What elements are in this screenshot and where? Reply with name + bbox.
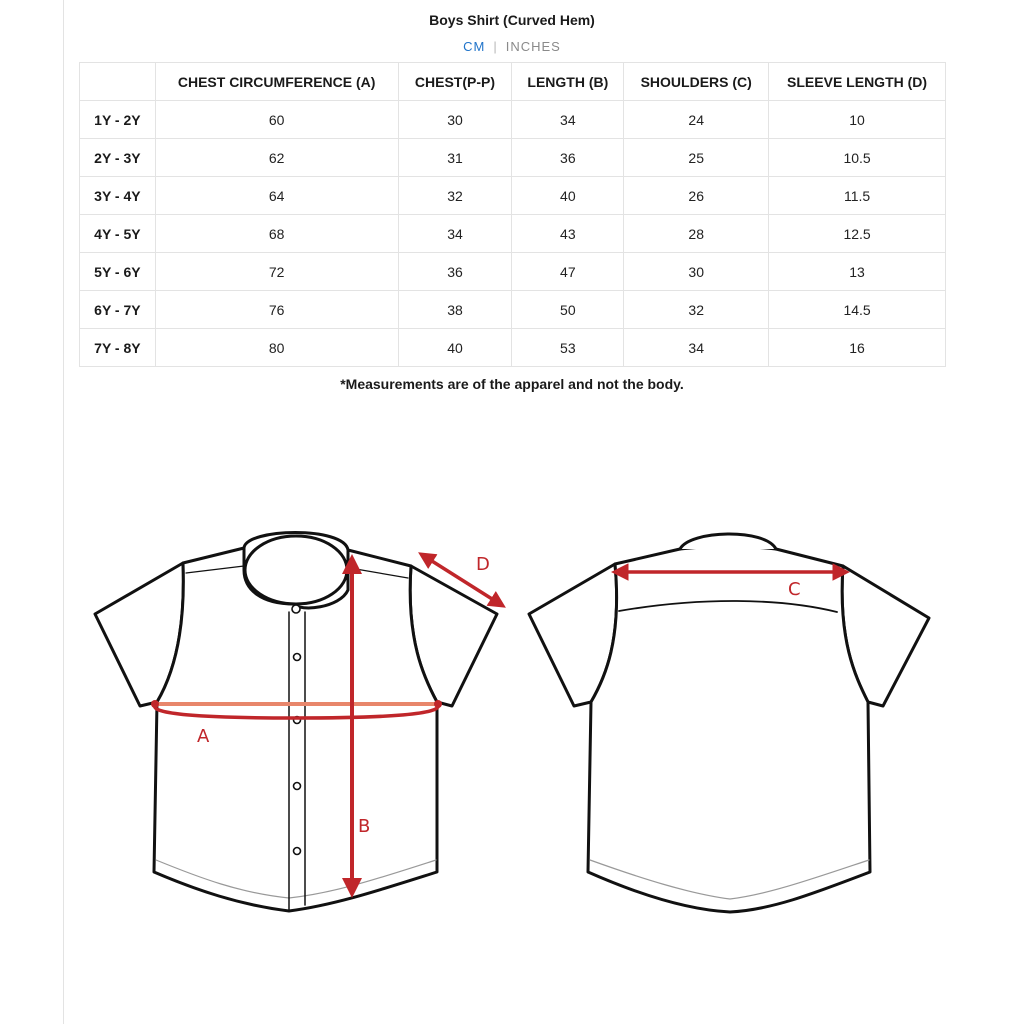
sleeve-length-cell: 10.5 (769, 139, 946, 177)
size-chart-table (79, 62, 946, 367)
header-length: LENGTH (B) (512, 63, 624, 101)
chart-title: Boys Shirt (Curved Hem) (429, 12, 595, 28)
button-icon (294, 654, 301, 661)
sleeve-length-cell: 12.5 (769, 215, 946, 253)
sleeve-length-cell: 11.5 (769, 177, 946, 215)
button-icon (292, 605, 300, 613)
chest-pp-cell: 40 (398, 329, 512, 367)
shoulders-cell: 24 (624, 101, 769, 139)
sleeve-length-cell: 14.5 (769, 291, 946, 329)
shoulders-cell: 34 (624, 329, 769, 367)
table-row (80, 253, 946, 291)
button-icon (294, 848, 301, 855)
header-sleeve-length: SLEEVE LENGTH (D) (769, 63, 946, 101)
size-cell: 3Y - 4Y (80, 177, 156, 215)
button-icon (294, 783, 301, 790)
table-row (80, 139, 946, 177)
shirt-back-illustration (529, 534, 929, 912)
label-d: D (476, 554, 490, 575)
header-chest-circumference: CHEST CIRCUMFERENCE (A) (155, 63, 398, 101)
shoulders-cell: 26 (624, 177, 769, 215)
chest-pp-cell: 30 (398, 101, 512, 139)
table-row (80, 101, 946, 139)
sleeve-length-cell: 16 (769, 329, 946, 367)
unit-cm-toggle[interactable]: CM (463, 39, 486, 54)
shirt-front-illustration (95, 533, 497, 912)
table-row (80, 177, 946, 215)
table-header-row (80, 63, 946, 101)
chest-measure-end (151, 700, 159, 708)
label-b: B (358, 816, 371, 837)
chest-pp-cell: 36 (398, 253, 512, 291)
header-size (80, 63, 156, 101)
length-cell: 34 (512, 101, 624, 139)
unit-toggle (0, 39, 1024, 54)
chest-circumference-cell: 76 (155, 291, 398, 329)
length-cell: 50 (512, 291, 624, 329)
size-cell: 4Y - 5Y (80, 215, 156, 253)
chest-pp-cell: 32 (398, 177, 512, 215)
table-row (80, 215, 946, 253)
shoulders-cell: 30 (624, 253, 769, 291)
shoulders-cell: 25 (624, 139, 769, 177)
chest-circumference-cell: 80 (155, 329, 398, 367)
unit-inches-toggle[interactable]: INCHES (505, 39, 561, 54)
header-shoulders: SHOULDERS (C) (624, 63, 769, 101)
length-cell: 47 (512, 253, 624, 291)
size-cell: 5Y - 6Y (80, 253, 156, 291)
shoulders-cell: 32 (624, 291, 769, 329)
chest-pp-cell: 34 (398, 215, 512, 253)
length-cell: 36 (512, 139, 624, 177)
chest-pp-cell: 31 (398, 139, 512, 177)
chest-circumference-cell: 60 (155, 101, 398, 139)
shirt-measurement-diagram (0, 440, 1024, 930)
label-a: A (197, 726, 210, 747)
chest-circumference-cell: 68 (155, 215, 398, 253)
sleeve-length-cell: 10 (769, 101, 946, 139)
length-cell: 43 (512, 215, 624, 253)
measurement-footnote: *Measurements are of the apparel and not the body. (340, 376, 684, 392)
table-row (80, 329, 946, 367)
chest-measure-end (434, 700, 442, 708)
length-cell: 53 (512, 329, 624, 367)
length-cell: 40 (512, 177, 624, 215)
back-collar (680, 534, 776, 549)
label-c: C (788, 579, 801, 600)
size-cell: 7Y - 8Y (80, 329, 156, 367)
sleeve-length-cell: 13 (769, 253, 946, 291)
chest-circumference-cell: 64 (155, 177, 398, 215)
chest-circumference-cell: 62 (155, 139, 398, 177)
chest-circumference-cell: 72 (155, 253, 398, 291)
size-cell: 1Y - 2Y (80, 101, 156, 139)
front-collar-opening (245, 536, 347, 604)
header-chest-pp: CHEST(P-P) (398, 63, 512, 101)
table-row (80, 291, 946, 329)
chest-pp-cell: 38 (398, 291, 512, 329)
shoulders-cell: 28 (624, 215, 769, 253)
size-cell: 6Y - 7Y (80, 291, 156, 329)
unit-separator: | (493, 39, 498, 54)
size-cell: 2Y - 3Y (80, 139, 156, 177)
